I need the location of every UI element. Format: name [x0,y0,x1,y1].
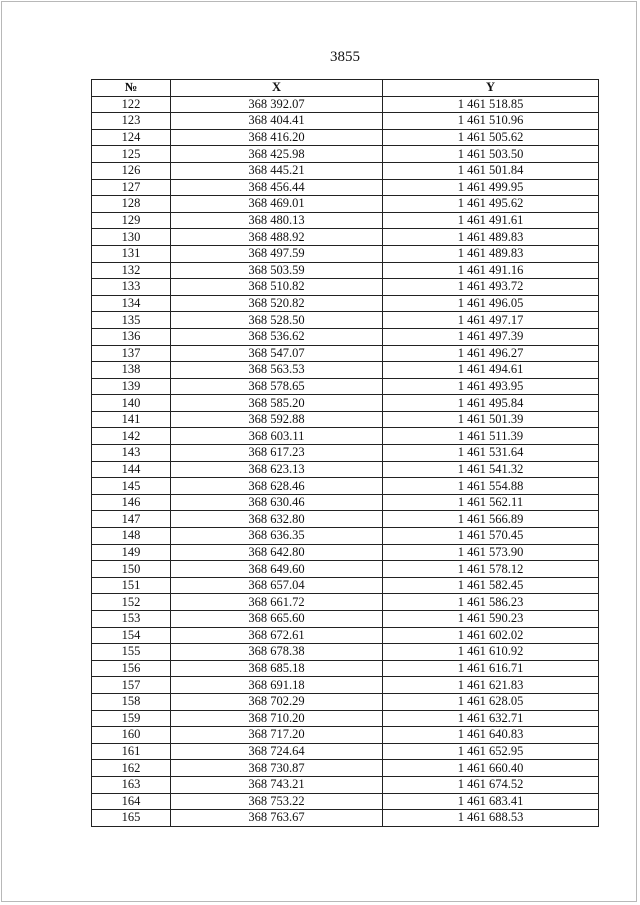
y-coordinate: 1 461 573.90 [383,544,599,561]
table-row [92,328,599,345]
x-coordinate: 368 416.20 [171,129,383,146]
point-number: 124 [92,129,171,146]
point-number: 162 [92,760,171,777]
table-row [92,395,599,412]
y-coordinate: 1 461 578.12 [383,561,599,578]
header-y: Y [383,80,599,97]
table-row [92,212,599,229]
point-number: 127 [92,179,171,196]
table-row [92,760,599,777]
y-coordinate: 1 461 489.83 [383,229,599,246]
point-number: 163 [92,776,171,793]
y-coordinate: 1 461 505.62 [383,129,599,146]
table-row [92,528,599,545]
x-coordinate: 368 628.46 [171,478,383,495]
table-row [92,196,599,213]
point-number: 164 [92,793,171,810]
x-coordinate: 368 578.65 [171,378,383,395]
table-row [92,96,599,113]
table-row [92,362,599,379]
point-number: 143 [92,445,171,462]
point-number: 149 [92,544,171,561]
y-coordinate: 1 461 511.39 [383,428,599,445]
y-coordinate: 1 461 495.84 [383,395,599,412]
y-coordinate: 1 461 610.92 [383,644,599,661]
table-header-row [92,80,599,97]
x-coordinate: 368 710.20 [171,710,383,727]
x-coordinate: 368 672.61 [171,627,383,644]
point-number: 161 [92,743,171,760]
point-number: 152 [92,594,171,611]
x-coordinate: 368 392.07 [171,96,383,113]
y-coordinate: 1 461 660.40 [383,760,599,777]
y-coordinate: 1 461 674.52 [383,776,599,793]
y-coordinate: 1 461 590.23 [383,611,599,628]
header-number: № [92,80,171,97]
table-body [92,96,599,826]
table-row [92,577,599,594]
y-coordinate: 1 461 602.02 [383,627,599,644]
point-number: 132 [92,262,171,279]
y-coordinate: 1 461 621.83 [383,677,599,694]
y-coordinate: 1 461 493.95 [383,378,599,395]
table-row [92,295,599,312]
table-row [92,561,599,578]
y-coordinate: 1 461 494.61 [383,362,599,379]
table-row [92,262,599,279]
table-row [92,478,599,495]
point-number: 137 [92,345,171,362]
x-coordinate: 368 520.82 [171,295,383,312]
point-number: 148 [92,528,171,545]
x-coordinate: 368 528.50 [171,312,383,329]
table-row [92,627,599,644]
point-number: 125 [92,146,171,163]
x-coordinate: 368 724.64 [171,743,383,760]
table-row [92,345,599,362]
x-coordinate: 368 702.29 [171,693,383,710]
table-row [92,511,599,528]
table-row [92,146,599,163]
y-coordinate: 1 461 628.05 [383,693,599,710]
x-coordinate: 368 592.88 [171,411,383,428]
point-number: 126 [92,162,171,179]
x-coordinate: 368 510.82 [171,279,383,296]
point-number: 131 [92,245,171,262]
x-coordinate: 368 456.44 [171,179,383,196]
table-row [92,179,599,196]
table-row [92,743,599,760]
x-coordinate: 368 563.53 [171,362,383,379]
table-row [92,727,599,744]
table-row [92,677,599,694]
point-number: 159 [92,710,171,727]
x-coordinate: 368 691.18 [171,677,383,694]
y-coordinate: 1 461 616.71 [383,660,599,677]
table-row [92,660,599,677]
y-coordinate: 1 461 501.39 [383,411,599,428]
point-number: 158 [92,693,171,710]
y-coordinate: 1 461 652.95 [383,743,599,760]
table-row [92,162,599,179]
x-coordinate: 368 404.41 [171,113,383,130]
y-coordinate: 1 461 501.84 [383,162,599,179]
x-coordinate: 368 630.46 [171,494,383,511]
x-coordinate: 368 632.80 [171,511,383,528]
table-row [92,461,599,478]
table-row [92,644,599,661]
table-row [92,129,599,146]
y-coordinate: 1 461 497.17 [383,312,599,329]
point-number: 155 [92,644,171,661]
x-coordinate: 368 753.22 [171,793,383,810]
x-coordinate: 368 642.80 [171,544,383,561]
point-number: 128 [92,196,171,213]
point-number: 151 [92,577,171,594]
y-coordinate: 1 461 586.23 [383,594,599,611]
table-row [92,544,599,561]
x-coordinate: 368 497.59 [171,245,383,262]
point-number: 145 [92,478,171,495]
x-coordinate: 368 685.18 [171,660,383,677]
x-coordinate: 368 603.11 [171,428,383,445]
point-number: 150 [92,561,171,578]
point-number: 156 [92,660,171,677]
y-coordinate: 1 461 493.72 [383,279,599,296]
coordinates-table [91,79,599,827]
y-coordinate: 1 461 688.53 [383,810,599,827]
table-row [92,245,599,262]
y-coordinate: 1 461 497.39 [383,328,599,345]
point-number: 138 [92,362,171,379]
table-row [92,378,599,395]
point-number: 153 [92,611,171,628]
point-number: 129 [92,212,171,229]
y-coordinate: 1 461 503.50 [383,146,599,163]
x-coordinate: 368 480.13 [171,212,383,229]
y-coordinate: 1 461 683.41 [383,793,599,810]
table-row [92,594,599,611]
table-row [92,411,599,428]
y-coordinate: 1 461 632.71 [383,710,599,727]
y-coordinate: 1 461 496.27 [383,345,599,362]
y-coordinate: 1 461 496.05 [383,295,599,312]
x-coordinate: 368 425.98 [171,146,383,163]
point-number: 123 [92,113,171,130]
point-number: 139 [92,378,171,395]
x-coordinate: 368 469.01 [171,196,383,213]
point-number: 154 [92,627,171,644]
table-row [92,279,599,296]
y-coordinate: 1 461 541.32 [383,461,599,478]
y-coordinate: 1 461 489.83 [383,245,599,262]
y-coordinate: 1 461 499.95 [383,179,599,196]
point-number: 122 [92,96,171,113]
x-coordinate: 368 678.38 [171,644,383,661]
table-row [92,793,599,810]
table-row [92,428,599,445]
table-row [92,312,599,329]
table-row [92,445,599,462]
table-row [92,710,599,727]
point-number: 165 [92,810,171,827]
y-coordinate: 1 461 531.64 [383,445,599,462]
y-coordinate: 1 461 566.89 [383,511,599,528]
page-number: 3855 [330,49,360,65]
y-coordinate: 1 461 491.16 [383,262,599,279]
point-number: 141 [92,411,171,428]
table-row [92,611,599,628]
x-coordinate: 368 536.62 [171,328,383,345]
x-coordinate: 368 763.67 [171,810,383,827]
x-coordinate: 368 445.21 [171,162,383,179]
y-coordinate: 1 461 510.96 [383,113,599,130]
x-coordinate: 368 661.72 [171,594,383,611]
table-row [92,494,599,511]
point-number: 157 [92,677,171,694]
x-coordinate: 368 657.04 [171,577,383,594]
y-coordinate: 1 461 562.11 [383,494,599,511]
y-coordinate: 1 461 495.62 [383,196,599,213]
y-coordinate: 1 461 491.61 [383,212,599,229]
x-coordinate: 368 649.60 [171,561,383,578]
point-number: 160 [92,727,171,744]
table-row [92,113,599,130]
x-coordinate: 368 503.59 [171,262,383,279]
point-number: 133 [92,279,171,296]
x-coordinate: 368 617.23 [171,445,383,462]
y-coordinate: 1 461 518.85 [383,96,599,113]
x-coordinate: 368 730.87 [171,760,383,777]
x-coordinate: 368 623.13 [171,461,383,478]
table-row [92,810,599,827]
y-coordinate: 1 461 582.45 [383,577,599,594]
point-number: 135 [92,312,171,329]
x-coordinate: 368 743.21 [171,776,383,793]
table-row [92,693,599,710]
table-row [92,776,599,793]
point-number: 134 [92,295,171,312]
point-number: 146 [92,494,171,511]
x-coordinate: 368 636.35 [171,528,383,545]
point-number: 144 [92,461,171,478]
x-coordinate: 368 665.60 [171,611,383,628]
y-coordinate: 1 461 640.83 [383,727,599,744]
x-coordinate: 368 488.92 [171,229,383,246]
point-number: 136 [92,328,171,345]
y-coordinate: 1 461 554.88 [383,478,599,495]
header-x: X [171,80,383,97]
x-coordinate: 368 547.07 [171,345,383,362]
point-number: 130 [92,229,171,246]
point-number: 140 [92,395,171,412]
point-number: 147 [92,511,171,528]
point-number: 142 [92,428,171,445]
table-row [92,229,599,246]
x-coordinate: 368 585.20 [171,395,383,412]
y-coordinate: 1 461 570.45 [383,528,599,545]
x-coordinate: 368 717.20 [171,727,383,744]
